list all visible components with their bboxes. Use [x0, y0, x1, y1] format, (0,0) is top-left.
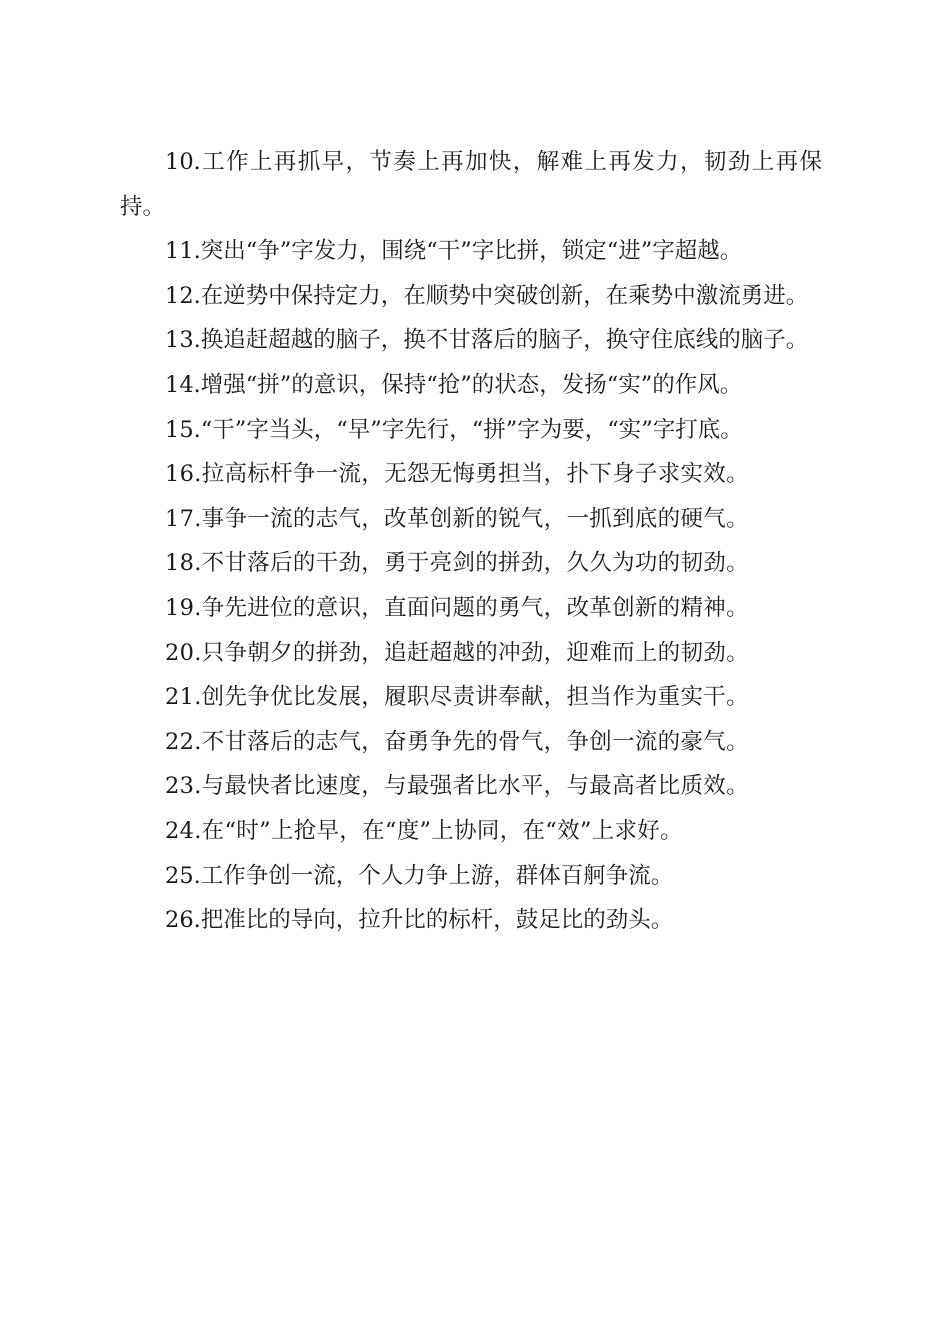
list-item: 26.把准比的导向，拉升比的标杆，鼓足比的劲头。 [165, 907, 674, 934]
list-item: 13.换追赶超越的脑子，换不甘落后的脑子，换守住底线的脑子。 [165, 327, 809, 354]
document-body [120, 140, 822, 943]
list-item: 12.在逆势中保持定力，在顺势中突破创新，在乘势中激流勇进。 [165, 282, 809, 309]
list-item: 14.增强“拼”的意识，保持“抢”的状态，发扬“实”的作风。 [165, 371, 743, 398]
list-item: 15.“干”字当头，“早”字先行，“拼”字为要，“实”字打底。 [165, 416, 743, 443]
list-item: 21.创先争优比发展，履职尽责讲奉献，担当作为重实干。 [165, 684, 749, 711]
list-item: 18.不甘落后的干劲，勇于亮剑的拼劲，久久为功的韧劲。 [165, 550, 749, 577]
list-item: 11.突出“争”字发力，围绕“干”字比拼，锁定“进”字超越。 [165, 238, 743, 265]
list-item: 24.在“时”上抢早，在“度”上协同，在“效”上求好。 [165, 817, 683, 844]
list-item: 22.不甘落后的志气，奋勇争先的骨气，争创一流的豪气。 [165, 728, 749, 755]
list-item: 20.只争朝夕的拼劲，追赶超越的冲劲，迎难而上的韧劲。 [165, 639, 749, 666]
list-item: 19.争先进位的意识，直面问题的勇气，改革创新的精神。 [165, 594, 749, 621]
list-item: 10.工作上再抓早，节奏上再加快，解难上再发力，韧劲上再保持。 [120, 149, 822, 220]
list-item: 23.与最快者比速度，与最强者比水平，与最高者比质效。 [165, 773, 749, 800]
list-item: 16.拉高标杆争一流，无怨无悔勇担当，扑下身子求实效。 [165, 461, 749, 488]
list-item: 17.事争一流的志气，改革创新的锐气，一抓到底的硬气。 [165, 505, 749, 532]
list-item: 25.工作争创一流，个人力争上游，群体百舸争流。 [165, 862, 674, 889]
